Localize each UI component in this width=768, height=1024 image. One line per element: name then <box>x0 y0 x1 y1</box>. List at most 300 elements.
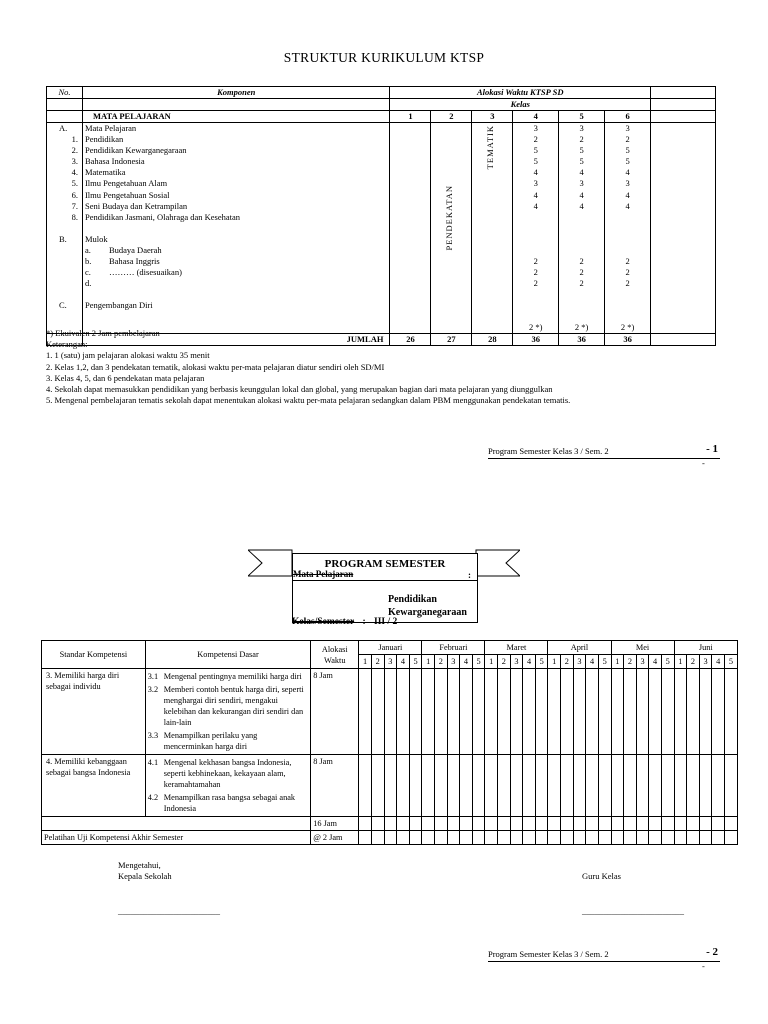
week-cell <box>397 817 410 831</box>
week-number: 4 <box>649 655 662 669</box>
hours-cell: 3 <box>579 123 584 133</box>
week-cell <box>422 831 435 845</box>
week-number: 4 <box>712 655 725 669</box>
hours-cell: 3 <box>533 178 538 189</box>
footer-text: Program Semester Kelas 3 / Sem. 2 <box>488 446 609 456</box>
week-cell <box>498 669 511 755</box>
week-number: 3 <box>510 655 523 669</box>
week-cell <box>661 817 674 831</box>
month-header: Januari <box>359 641 422 655</box>
week-cell <box>548 669 561 755</box>
hours-cell: 4 <box>579 200 584 211</box>
hours-cell: 2 <box>533 277 538 288</box>
subject-name: Matematika <box>84 167 126 178</box>
week-cell <box>422 755 435 817</box>
week-cell <box>510 817 523 831</box>
kd-number: 4.1 <box>147 758 159 767</box>
section-mata-pelajaran: MATA PELAJARAN <box>82 111 390 123</box>
week-cell <box>371 817 384 831</box>
week-cell <box>699 755 712 817</box>
week-cell <box>472 755 485 817</box>
kd-text: Menampilkan perilaku yang mencerminkan harga diri <box>163 731 258 751</box>
week-cell <box>447 755 460 817</box>
week-cell <box>548 817 561 831</box>
hours-cell: 3 <box>625 123 630 133</box>
week-cell <box>485 755 498 817</box>
week-number: 5 <box>724 655 737 669</box>
note-line: *) Ekuivalen 2 Jam pembelajaran <box>46 328 160 338</box>
week-cell <box>485 669 498 755</box>
week-cell <box>573 831 586 845</box>
week-cell <box>510 669 523 755</box>
kd-number: 3.3 <box>147 731 159 740</box>
week-cell <box>485 831 498 845</box>
row-number: 8. <box>71 211 78 222</box>
week-cell <box>712 817 725 831</box>
mulok-letter: c. <box>84 267 91 278</box>
week-cell <box>384 755 397 817</box>
mapel-colon: : <box>468 570 471 580</box>
week-cell <box>561 831 574 845</box>
week-cell <box>699 669 712 755</box>
week-cell <box>535 831 548 845</box>
header-kompetensi-dasar: Kompetensi Dasar <box>145 641 310 669</box>
week-cell <box>434 755 447 817</box>
kelas-colon: : <box>362 617 366 627</box>
week-cell <box>498 755 511 817</box>
week-cell <box>611 669 624 755</box>
hours-cell: 4 <box>579 167 584 178</box>
hours-cell: 3 <box>579 178 584 189</box>
week-cell <box>699 817 712 831</box>
week-cell <box>409 669 422 755</box>
week-cell <box>460 669 473 755</box>
hours-cell: 2 <box>625 277 630 288</box>
jumlah-cell: 36 <box>513 334 559 346</box>
header-alokasi-line: Waktu <box>324 655 346 665</box>
week-cell <box>724 669 737 755</box>
kd-number: 3.1 <box>147 672 159 681</box>
week-cell <box>447 669 460 755</box>
hours-cell: 2 <box>625 255 630 266</box>
week-cell <box>409 831 422 845</box>
signature-line-guru: ________________________ <box>582 906 684 916</box>
week-cell <box>674 817 687 831</box>
mulok-letter: b. <box>84 256 92 267</box>
kepala-sekolah-label: Kepala Sekolah <box>118 871 172 881</box>
week-cell <box>422 817 435 831</box>
week-cell <box>687 831 700 845</box>
hours-cell: 4 <box>533 200 538 211</box>
month-header: Juni <box>674 641 737 655</box>
week-cell <box>573 669 586 755</box>
week-cell <box>447 817 460 831</box>
week-cell <box>712 669 725 755</box>
week-cell <box>661 831 674 845</box>
subject-name: Bahasa Indonesia <box>84 156 145 167</box>
row-number: 1. <box>71 134 78 145</box>
kd-cell <box>145 669 310 755</box>
week-cell <box>510 755 523 817</box>
week-number: 5 <box>661 655 674 669</box>
week-cell <box>498 817 511 831</box>
week-cell <box>687 817 700 831</box>
week-cell <box>548 831 561 845</box>
week-cell <box>460 831 473 845</box>
subject-name: Ilmu Pengetahuan Alam <box>84 178 168 189</box>
jumlah-cell: 26 <box>390 334 431 346</box>
hours-cell: 2 *) <box>620 322 635 333</box>
week-cell <box>384 817 397 831</box>
jumlah-cell: 28 <box>472 334 513 346</box>
week-cell <box>460 755 473 817</box>
week-cell <box>371 831 384 845</box>
week-number: 4 <box>460 655 473 669</box>
program-semester-table <box>41 640 738 845</box>
header-komponen: Komponen <box>82 87 390 99</box>
footer-text: Program Semester Kelas 3 / Sem. 2 <box>488 949 609 959</box>
week-cell <box>674 831 687 845</box>
week-cell <box>598 831 611 845</box>
week-cell <box>434 669 447 755</box>
header-standar-kompetensi: Standar Kompetensi <box>42 641 146 669</box>
mapel-value-line: Kewarganegaraan <box>388 607 467 618</box>
kd-text: Memberi contoh bentuk harga diri, seperti menghargai diri sendiri, mengakui kelebihan dan kekurangan diri sendiri dan lain-lain <box>163 685 304 727</box>
week-cell <box>561 669 574 755</box>
week-cell <box>548 755 561 817</box>
week-cell <box>661 669 674 755</box>
week-cell <box>371 755 384 817</box>
week-number: 3 <box>384 655 397 669</box>
week-cell <box>687 755 700 817</box>
week-cell <box>636 755 649 817</box>
hours-cell: 5 <box>533 156 538 167</box>
header-alokasi-waktu <box>311 641 359 669</box>
mengetahui-label: Mengetahui, <box>118 860 161 870</box>
week-cell <box>586 831 599 845</box>
footer-dash: - <box>702 458 705 468</box>
week-number: 5 <box>409 655 422 669</box>
week-cell <box>724 755 737 817</box>
week-cell <box>384 831 397 845</box>
week-cell <box>384 669 397 755</box>
week-cell <box>573 817 586 831</box>
header-alokasi: Alokasi Waktu KTSP SD <box>390 87 651 99</box>
kelas-number: 6 <box>605 111 651 123</box>
signature-kepala <box>118 860 172 882</box>
page-footer <box>488 443 720 459</box>
page-footer <box>488 946 720 962</box>
row-number: 7. <box>71 200 78 211</box>
week-cell <box>523 669 536 755</box>
hours-cell: 5 <box>625 156 630 167</box>
mulok-letter: d. <box>84 278 92 289</box>
subject-name: Mulok <box>84 233 108 244</box>
hours-cell: 4 <box>625 200 630 211</box>
week-cell <box>460 817 473 831</box>
signature-line-kepala: ________________________ <box>118 906 220 916</box>
hours-cell: 5 <box>533 145 538 156</box>
kelas-number: 1 <box>390 111 431 123</box>
week-cell <box>624 817 637 831</box>
week-cell <box>535 817 548 831</box>
week-cell <box>371 669 384 755</box>
hours-cell: 2 <box>625 266 630 277</box>
hours-cell: 2 <box>579 266 584 277</box>
month-header: Februari <box>422 641 485 655</box>
row-number: 5. <box>71 178 78 189</box>
week-cell <box>661 755 674 817</box>
month-header: Mei <box>611 641 674 655</box>
row-number: C. <box>59 299 67 310</box>
hours-cell: 2 <box>533 255 538 266</box>
week-cell <box>535 669 548 755</box>
jumlah-cell: 36 <box>605 334 651 346</box>
week-cell <box>510 831 523 845</box>
subject-name: Pendidikan Jasmani, Olahraga dan Kesehatan <box>84 211 241 222</box>
hours-cell: 4 <box>579 189 584 200</box>
week-cell <box>447 831 460 845</box>
hours-cell: 2 <box>579 277 584 288</box>
hours-cell: 2 <box>579 134 584 145</box>
kd-text: Mengenal pentingnya memiliki harga diri <box>163 672 302 681</box>
hours-cell: 5 <box>579 156 584 167</box>
week-cell <box>649 831 662 845</box>
jumlah-cell: 27 <box>431 334 472 346</box>
week-cell <box>498 831 511 845</box>
total-cell: 16 Jam <box>311 817 359 831</box>
week-cell <box>649 817 662 831</box>
week-cell <box>624 669 637 755</box>
subject-name: Budaya Daerah <box>108 244 162 255</box>
week-cell <box>636 831 649 845</box>
week-number: 4 <box>586 655 599 669</box>
week-cell <box>523 831 536 845</box>
hours-cell: 2 <box>533 266 538 277</box>
alokasi-cell: 8 Jam <box>311 669 359 755</box>
row-number: 3. <box>71 156 78 167</box>
program-title: PROGRAM SEMESTER <box>324 558 446 570</box>
week-cell <box>359 755 372 817</box>
week-number: 2 <box>434 655 447 669</box>
week-cell <box>586 669 599 755</box>
kd-number: 4.2 <box>147 793 159 802</box>
note-line: 2. Kelas 1,2, dan 3 pendekatan tematik, alokasi waktu per-mata pelajaran diatur sendiri oleh SD/MI <box>46 361 385 372</box>
notes-block <box>46 328 570 406</box>
row-number: B. <box>59 233 67 244</box>
week-number: 5 <box>598 655 611 669</box>
week-cell <box>586 817 599 831</box>
hours-cell: 2 <box>533 134 538 145</box>
note-line: 1. 1 (satu) jam pelajaran alokasi waktu 35 menit <box>46 350 210 361</box>
sk-cell: 4. Memiliki kebanggaan sebagai bangsa Indonesia <box>42 755 146 817</box>
page-number: - 1 <box>706 443 718 455</box>
subject-name: Pengembangan Diri <box>84 300 153 311</box>
week-cell <box>598 755 611 817</box>
alokasi-cell: 8 Jam <box>311 755 359 817</box>
week-number: 3 <box>699 655 712 669</box>
week-cell <box>611 831 624 845</box>
sk-cell: 3. Memiliki harga diri sebagai individu <box>42 669 146 755</box>
kelas-semester-row <box>292 617 397 627</box>
header-no: No. <box>47 87 83 99</box>
mapel-value <box>388 593 467 619</box>
kd-text: Menampilkan rasa bangsa sebagai anak Indonesia <box>163 793 296 813</box>
note-line: 4. Sekolah dapat memasukkan pendidikan yang berbasis keunggulan lokal dan global, yang merupakan bagian dari mata pelajaran yang diunggulkan <box>46 384 553 395</box>
mapel-label: Mata Pelajaran <box>293 569 354 579</box>
week-cell <box>472 831 485 845</box>
week-cell <box>624 755 637 817</box>
week-number: 3 <box>636 655 649 669</box>
hours-cell: 4 <box>533 189 538 200</box>
week-number: 1 <box>674 655 687 669</box>
row-number: A. <box>59 123 68 133</box>
kelas-number: 2 <box>431 111 472 123</box>
kd-number: 3.2 <box>147 685 159 694</box>
week-cell <box>561 817 574 831</box>
vertical-label-pendekatan: PENDEKATAN <box>444 185 455 251</box>
week-cell <box>397 669 410 755</box>
week-cell <box>397 755 410 817</box>
kelas-label: Kelas/Semester <box>292 617 355 627</box>
subject-name: Ilmu Pengetahuan Sosial <box>84 189 170 200</box>
week-cell <box>674 669 687 755</box>
hours-cell: 2 <box>579 255 584 266</box>
week-cell <box>409 817 422 831</box>
kelas-number: 5 <box>559 111 605 123</box>
week-cell <box>724 831 737 845</box>
week-cell <box>359 831 372 845</box>
kelas-number: 3 <box>472 111 513 123</box>
row-number: 6. <box>71 189 78 200</box>
month-header: April <box>548 641 611 655</box>
kelas-value: III / 2 <box>374 617 398 627</box>
hours-cell: 5 <box>579 145 584 156</box>
week-number: 4 <box>523 655 536 669</box>
hours-cell: 2 *) <box>574 322 589 333</box>
week-cell <box>472 669 485 755</box>
jumlah-label: JUMLAH <box>82 334 390 346</box>
week-cell <box>636 817 649 831</box>
week-number: 1 <box>422 655 435 669</box>
subject-name: Bahasa Inggris <box>108 256 160 267</box>
week-number: 1 <box>611 655 624 669</box>
pelatihan-label: Pelatihan Uji Kompetensi Akhir Semester <box>42 831 311 845</box>
week-cell <box>699 831 712 845</box>
week-cell <box>624 831 637 845</box>
week-number: 3 <box>573 655 586 669</box>
week-cell <box>586 755 599 817</box>
week-cell <box>724 817 737 831</box>
week-cell <box>611 755 624 817</box>
subject-name: Seni Budaya dan Ketrampilan <box>84 200 188 211</box>
hours-cell: 2 *) <box>529 322 543 333</box>
week-number: 2 <box>498 655 511 669</box>
kelas-number: 4 <box>513 111 559 123</box>
week-number: 2 <box>624 655 637 669</box>
week-number: 3 <box>447 655 460 669</box>
page-number: - 2 <box>706 946 718 958</box>
week-number: 2 <box>687 655 700 669</box>
week-cell <box>523 755 536 817</box>
mulok-letter: a. <box>84 244 91 255</box>
mapel-value-line: Pendidikan <box>388 594 437 605</box>
week-cell <box>359 669 372 755</box>
week-cell <box>649 755 662 817</box>
week-cell <box>523 817 536 831</box>
week-cell <box>649 669 662 755</box>
week-cell <box>598 817 611 831</box>
header-kelas: Kelas <box>390 99 651 111</box>
week-number: 1 <box>485 655 498 669</box>
row-number: 4. <box>71 167 78 178</box>
guru-kelas-label: Guru Kelas <box>582 871 621 881</box>
week-cell <box>573 755 586 817</box>
page-title: STRUKTUR KURIKULUM KTSP <box>283 50 485 65</box>
jumlah-cell: 36 <box>559 334 605 346</box>
week-number: 1 <box>359 655 372 669</box>
hours-cell: 4 <box>533 167 538 178</box>
pelatihan-alokasi: @ 2 Jam <box>311 831 359 845</box>
week-number: 2 <box>371 655 384 669</box>
week-cell <box>485 817 498 831</box>
week-number: 4 <box>397 655 410 669</box>
subject-name: ……… (disesuaikan) <box>108 267 182 278</box>
week-cell <box>687 669 700 755</box>
week-cell <box>434 817 447 831</box>
week-cell <box>359 817 372 831</box>
week-cell <box>712 831 725 845</box>
hours-cell: 3 <box>533 123 538 133</box>
footer-dash: - <box>702 961 705 971</box>
note-line: Keterangan: <box>46 339 88 350</box>
week-cell <box>561 755 574 817</box>
note-line: 5. Mengenal pembelajaran tematis sekolah dapat menentukan alokasi waktu per-mata pelajaran sedangkan dalam PBM menggunakan pendekatan tematis. <box>46 395 571 406</box>
hours-cell: 4 <box>625 167 630 178</box>
week-cell <box>712 755 725 817</box>
curriculum-table <box>46 86 716 346</box>
week-number: 5 <box>472 655 485 669</box>
kd-text: Mengenal kekhasan bangsa Indonesia, seperti kebhinekaan, kekayaan alam, keramahtamahan <box>163 758 292 789</box>
kd-cell <box>145 755 310 817</box>
week-number: 1 <box>548 655 561 669</box>
month-header: Maret <box>485 641 548 655</box>
hours-cell: 2 <box>625 134 630 145</box>
subject-name: Pendidikan Kewarganegaraan <box>84 145 187 156</box>
hours-cell: 3 <box>625 178 630 189</box>
week-cell <box>409 755 422 817</box>
week-cell <box>598 669 611 755</box>
week-number: 5 <box>535 655 548 669</box>
row-number: 2. <box>71 145 78 156</box>
week-number: 2 <box>561 655 574 669</box>
subject-name: Pendidikan <box>84 134 124 145</box>
header-alokasi-line: Alokasi <box>321 644 348 654</box>
week-cell <box>535 755 548 817</box>
hours-cell: 4 <box>625 189 630 200</box>
week-cell <box>397 831 410 845</box>
week-cell <box>611 817 624 831</box>
week-cell <box>674 755 687 817</box>
week-cell <box>472 817 485 831</box>
hours-cell: 5 <box>625 145 630 156</box>
vertical-label-tematik: TEMATIK <box>485 125 496 170</box>
week-cell <box>422 669 435 755</box>
note-line: 3. Kelas 4, 5, dan 6 pendekatan mata pelajaran <box>46 372 205 383</box>
week-cell <box>434 831 447 845</box>
subject-name: Mata Pelajaran <box>84 123 137 133</box>
week-cell <box>636 669 649 755</box>
